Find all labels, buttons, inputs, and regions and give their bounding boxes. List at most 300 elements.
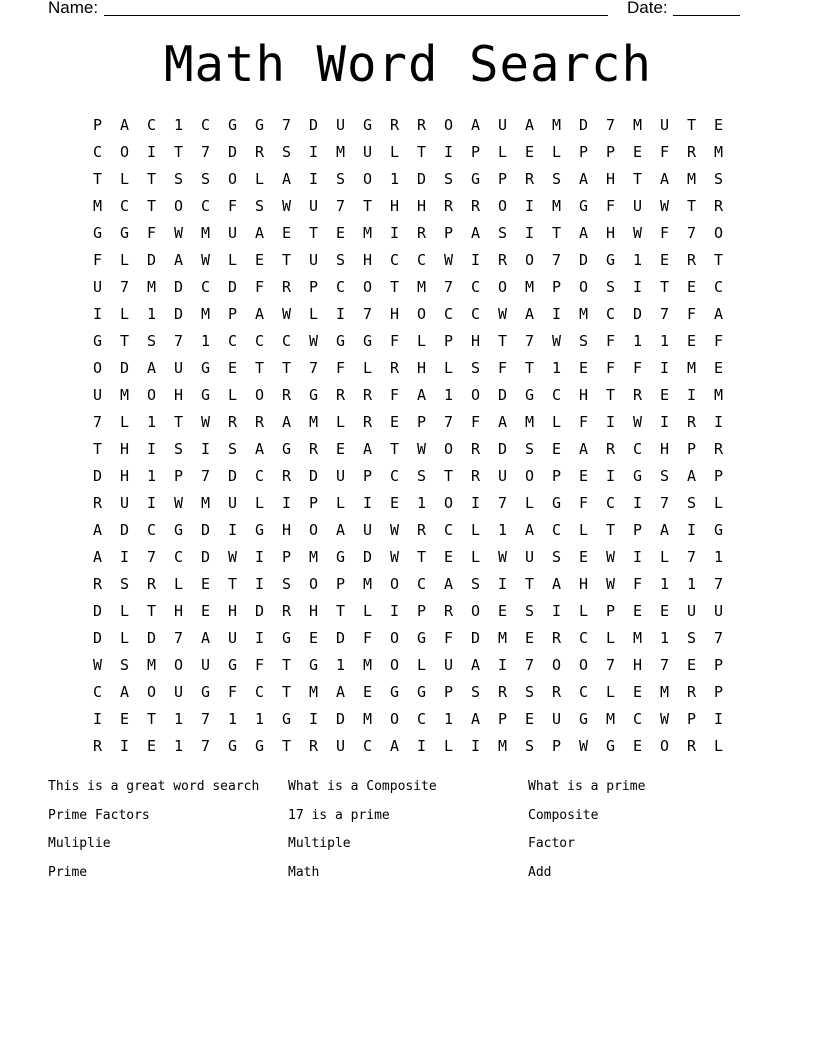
grid-cell[interactable]: T	[335, 602, 346, 620]
grid-cell[interactable]: E	[632, 602, 643, 620]
grid-cell[interactable]: I	[632, 548, 643, 566]
grid-cell[interactable]: S	[524, 737, 535, 755]
grid-cell[interactable]: G	[470, 170, 481, 188]
grid-cell[interactable]: D	[146, 251, 157, 269]
grid-cell[interactable]: 1	[416, 494, 427, 512]
grid-cell[interactable]: M	[713, 143, 724, 161]
grid-cell[interactable]: U	[335, 467, 346, 485]
grid-cell[interactable]: G	[578, 197, 589, 215]
grid-cell[interactable]: G	[335, 548, 346, 566]
grid-cell[interactable]: I	[686, 521, 697, 539]
grid-cell[interactable]: G	[713, 521, 724, 539]
grid-cell[interactable]: S	[551, 170, 562, 188]
grid-cell[interactable]: C	[362, 737, 373, 755]
grid-cell[interactable]: S	[200, 170, 211, 188]
grid-cell[interactable]: F	[578, 494, 589, 512]
grid-cell[interactable]: S	[686, 494, 697, 512]
grid-cell[interactable]: L	[416, 656, 427, 674]
grid-cell[interactable]: A	[524, 521, 535, 539]
grid-cell[interactable]: H	[362, 251, 373, 269]
grid-cell[interactable]: S	[524, 440, 535, 458]
grid-cell[interactable]: D	[308, 467, 319, 485]
grid-cell[interactable]: E	[632, 683, 643, 701]
grid-cell[interactable]: 7	[659, 494, 670, 512]
grid-cell[interactable]: G	[227, 116, 238, 134]
grid-cell[interactable]: G	[308, 386, 319, 404]
grid-cell[interactable]: 7	[173, 629, 184, 647]
grid-cell[interactable]: R	[497, 683, 508, 701]
grid-cell[interactable]: O	[308, 575, 319, 593]
grid-cell[interactable]: E	[281, 224, 292, 242]
grid-cell[interactable]: T	[632, 170, 643, 188]
grid-cell[interactable]: L	[659, 548, 670, 566]
grid-cell[interactable]: C	[254, 332, 265, 350]
grid-cell[interactable]: H	[119, 440, 130, 458]
grid-cell[interactable]: P	[551, 737, 562, 755]
grid-cell[interactable]: 7	[173, 332, 184, 350]
grid-cell[interactable]: R	[470, 440, 481, 458]
grid-cell[interactable]: 7	[551, 251, 562, 269]
grid-cell[interactable]: O	[308, 521, 319, 539]
grid-cell[interactable]: T	[416, 548, 427, 566]
grid-cell[interactable]: F	[254, 656, 265, 674]
grid-cell[interactable]: D	[92, 467, 103, 485]
grid-cell[interactable]: C	[632, 710, 643, 728]
grid-cell[interactable]: 7	[146, 548, 157, 566]
grid-cell[interactable]: I	[362, 494, 373, 512]
grid-cell[interactable]: O	[443, 116, 454, 134]
grid-cell[interactable]: S	[605, 278, 616, 296]
grid-cell[interactable]: 7	[713, 629, 724, 647]
grid-cell[interactable]: M	[632, 116, 643, 134]
grid-cell[interactable]: O	[497, 278, 508, 296]
grid-cell[interactable]: I	[470, 251, 481, 269]
grid-cell[interactable]: F	[92, 251, 103, 269]
grid-cell[interactable]: I	[659, 413, 670, 431]
grid-cell[interactable]: A	[92, 548, 103, 566]
grid-cell[interactable]: A	[119, 683, 130, 701]
grid-cell[interactable]: F	[605, 197, 616, 215]
grid-cell[interactable]: W	[200, 251, 211, 269]
grid-cell[interactable]: G	[605, 251, 616, 269]
grid-cell[interactable]: T	[362, 197, 373, 215]
grid-cell[interactable]: E	[632, 143, 643, 161]
grid-cell[interactable]: C	[146, 116, 157, 134]
grid-cell[interactable]: W	[659, 710, 670, 728]
grid-cell[interactable]: O	[713, 224, 724, 242]
grid-cell[interactable]: R	[416, 224, 427, 242]
grid-cell[interactable]: O	[362, 278, 373, 296]
grid-cell[interactable]: M	[362, 656, 373, 674]
grid-cell[interactable]: C	[389, 467, 400, 485]
grid-cell[interactable]: O	[659, 737, 670, 755]
grid-cell[interactable]: 7	[200, 737, 211, 755]
grid-cell[interactable]: S	[281, 575, 292, 593]
grid-cell[interactable]: L	[443, 737, 454, 755]
grid-cell[interactable]: A	[686, 467, 697, 485]
grid-cell[interactable]: O	[443, 494, 454, 512]
grid-cell[interactable]: I	[119, 548, 130, 566]
grid-cell[interactable]: U	[119, 494, 130, 512]
grid-cell[interactable]: O	[389, 656, 400, 674]
grid-cell[interactable]: H	[605, 170, 616, 188]
grid-cell[interactable]: H	[659, 440, 670, 458]
grid-cell[interactable]: D	[119, 359, 130, 377]
grid-cell[interactable]: R	[632, 386, 643, 404]
grid-cell[interactable]: F	[443, 629, 454, 647]
grid-cell[interactable]: T	[92, 440, 103, 458]
grid-cell[interactable]: I	[119, 737, 130, 755]
grid-cell[interactable]: I	[416, 737, 427, 755]
grid-cell[interactable]: H	[389, 197, 400, 215]
grid-cell[interactable]: R	[713, 197, 724, 215]
grid-cell[interactable]: E	[254, 251, 265, 269]
grid-cell[interactable]: 7	[335, 197, 346, 215]
grid-cell[interactable]: 1	[659, 575, 670, 593]
grid-cell[interactable]: U	[227, 629, 238, 647]
grid-cell[interactable]: E	[200, 602, 211, 620]
grid-cell[interactable]: E	[362, 683, 373, 701]
grid-cell[interactable]: F	[362, 629, 373, 647]
grid-cell[interactable]: T	[443, 467, 454, 485]
grid-cell[interactable]: L	[254, 494, 265, 512]
grid-cell[interactable]: W	[497, 548, 508, 566]
grid-cell[interactable]: T	[281, 656, 292, 674]
grid-cell[interactable]: F	[335, 359, 346, 377]
grid-cell[interactable]: T	[659, 278, 670, 296]
grid-cell[interactable]: P	[173, 467, 184, 485]
grid-cell[interactable]: G	[173, 521, 184, 539]
grid-cell[interactable]: D	[497, 440, 508, 458]
grid-cell[interactable]: F	[605, 332, 616, 350]
grid-cell[interactable]: A	[92, 521, 103, 539]
grid-cell[interactable]: I	[524, 224, 535, 242]
grid-cell[interactable]: P	[713, 656, 724, 674]
grid-cell[interactable]: P	[308, 494, 319, 512]
grid-cell[interactable]: G	[200, 359, 211, 377]
grid-cell[interactable]: 1	[497, 521, 508, 539]
grid-cell[interactable]: G	[119, 224, 130, 242]
grid-cell[interactable]: E	[227, 359, 238, 377]
grid-cell[interactable]: 7	[443, 278, 454, 296]
grid-cell[interactable]: U	[551, 710, 562, 728]
grid-cell[interactable]: G	[92, 332, 103, 350]
grid-cell[interactable]: W	[389, 521, 400, 539]
grid-cell[interactable]: T	[173, 413, 184, 431]
grid-cell[interactable]: T	[146, 170, 157, 188]
grid-cell[interactable]: D	[227, 467, 238, 485]
grid-cell[interactable]: I	[308, 170, 319, 188]
grid-cell[interactable]: L	[335, 413, 346, 431]
grid-cell[interactable]: S	[578, 332, 589, 350]
grid-cell[interactable]: M	[578, 305, 589, 323]
grid-cell[interactable]: D	[173, 305, 184, 323]
grid-cell[interactable]: M	[200, 494, 211, 512]
grid-cell[interactable]: C	[200, 197, 211, 215]
grid-cell[interactable]: P	[470, 143, 481, 161]
grid-cell[interactable]: T	[389, 440, 400, 458]
grid-cell[interactable]: M	[362, 575, 373, 593]
grid-cell[interactable]: S	[227, 440, 238, 458]
grid-cell[interactable]: I	[470, 737, 481, 755]
grid-cell[interactable]: L	[119, 251, 130, 269]
grid-cell[interactable]: O	[470, 602, 481, 620]
grid-cell[interactable]: M	[605, 710, 616, 728]
grid-cell[interactable]: T	[713, 251, 724, 269]
grid-cell[interactable]: M	[659, 683, 670, 701]
grid-cell[interactable]: D	[146, 629, 157, 647]
grid-cell[interactable]: 1	[686, 575, 697, 593]
grid-cell[interactable]: P	[578, 143, 589, 161]
grid-cell[interactable]: W	[173, 224, 184, 242]
grid-cell[interactable]: C	[470, 305, 481, 323]
grid-cell[interactable]: L	[362, 602, 373, 620]
grid-cell[interactable]: P	[443, 332, 454, 350]
grid-cell[interactable]: S	[551, 548, 562, 566]
grid-cell[interactable]: D	[92, 602, 103, 620]
grid-cell[interactable]: A	[524, 305, 535, 323]
grid-cell[interactable]: A	[659, 521, 670, 539]
grid-cell[interactable]: A	[416, 386, 427, 404]
grid-cell[interactable]: O	[578, 656, 589, 674]
grid-cell[interactable]: R	[335, 386, 346, 404]
grid-cell[interactable]: R	[686, 683, 697, 701]
grid-cell[interactable]: R	[281, 278, 292, 296]
grid-cell[interactable]: E	[389, 413, 400, 431]
grid-cell[interactable]: T	[146, 602, 157, 620]
grid-cell[interactable]: 1	[227, 710, 238, 728]
grid-cell[interactable]: A	[362, 440, 373, 458]
grid-cell[interactable]: G	[416, 683, 427, 701]
grid-cell[interactable]: C	[605, 305, 616, 323]
grid-cell[interactable]: I	[254, 575, 265, 593]
grid-cell[interactable]: R	[686, 413, 697, 431]
grid-cell[interactable]: C	[578, 629, 589, 647]
grid-cell[interactable]: C	[713, 278, 724, 296]
grid-cell[interactable]: U	[308, 251, 319, 269]
grid-cell[interactable]: R	[146, 575, 157, 593]
grid-cell[interactable]: P	[551, 467, 562, 485]
grid-cell[interactable]: S	[686, 629, 697, 647]
grid-cell[interactable]: E	[335, 224, 346, 242]
grid-cell[interactable]: E	[578, 467, 589, 485]
grid-cell[interactable]: W	[443, 251, 454, 269]
grid-cell[interactable]: W	[200, 413, 211, 431]
grid-cell[interactable]: A	[713, 305, 724, 323]
grid-cell[interactable]: C	[416, 575, 427, 593]
grid-cell[interactable]: S	[470, 359, 481, 377]
grid-cell[interactable]: D	[308, 116, 319, 134]
grid-cell[interactable]: W	[659, 197, 670, 215]
grid-cell[interactable]: A	[254, 440, 265, 458]
grid-cell[interactable]: H	[470, 332, 481, 350]
grid-cell[interactable]: 7	[443, 413, 454, 431]
grid-cell[interactable]: H	[308, 602, 319, 620]
grid-cell[interactable]: C	[200, 116, 211, 134]
grid-cell[interactable]: E	[659, 251, 670, 269]
grid-cell[interactable]: I	[146, 494, 157, 512]
grid-cell[interactable]: M	[497, 737, 508, 755]
grid-cell[interactable]: F	[146, 224, 157, 242]
grid-cell[interactable]: G	[551, 494, 562, 512]
grid-cell[interactable]: L	[551, 413, 562, 431]
grid-cell[interactable]: G	[281, 629, 292, 647]
grid-cell[interactable]: D	[119, 521, 130, 539]
grid-cell[interactable]: I	[605, 467, 616, 485]
grid-cell[interactable]: S	[173, 440, 184, 458]
grid-cell[interactable]: 1	[632, 332, 643, 350]
grid-cell[interactable]: T	[551, 224, 562, 242]
grid-cell[interactable]: F	[470, 413, 481, 431]
grid-cell[interactable]: E	[686, 278, 697, 296]
grid-cell[interactable]: T	[227, 575, 238, 593]
grid-cell[interactable]: I	[200, 440, 211, 458]
grid-cell[interactable]: W	[92, 656, 103, 674]
grid-cell[interactable]: C	[389, 251, 400, 269]
grid-cell[interactable]: E	[686, 332, 697, 350]
grid-cell[interactable]: T	[524, 359, 535, 377]
grid-cell[interactable]: O	[146, 683, 157, 701]
grid-cell[interactable]: M	[200, 224, 211, 242]
grid-cell[interactable]: E	[200, 575, 211, 593]
grid-cell[interactable]: R	[389, 359, 400, 377]
grid-cell[interactable]: G	[605, 737, 616, 755]
grid-cell[interactable]: P	[497, 710, 508, 728]
grid-cell[interactable]: 7	[713, 575, 724, 593]
grid-cell[interactable]: A	[200, 629, 211, 647]
grid-cell[interactable]: O	[227, 170, 238, 188]
grid-cell[interactable]: L	[578, 521, 589, 539]
grid-cell[interactable]: P	[605, 143, 616, 161]
grid-cell[interactable]: R	[443, 197, 454, 215]
grid-cell[interactable]: 1	[173, 737, 184, 755]
grid-cell[interactable]: S	[335, 170, 346, 188]
grid-cell[interactable]: 1	[659, 629, 670, 647]
grid-cell[interactable]: H	[173, 602, 184, 620]
grid-cell[interactable]: H	[389, 305, 400, 323]
grid-cell[interactable]: M	[497, 629, 508, 647]
grid-cell[interactable]: S	[713, 170, 724, 188]
grid-cell[interactable]: M	[686, 359, 697, 377]
date-blank-line[interactable]	[673, 15, 740, 16]
grid-cell[interactable]: H	[227, 602, 238, 620]
grid-cell[interactable]: T	[686, 116, 697, 134]
grid-cell[interactable]: O	[389, 629, 400, 647]
grid-cell[interactable]: O	[524, 467, 535, 485]
grid-cell[interactable]: 7	[686, 224, 697, 242]
grid-cell[interactable]: C	[416, 251, 427, 269]
grid-cell[interactable]: G	[524, 386, 535, 404]
grid-cell[interactable]: A	[497, 413, 508, 431]
grid-cell[interactable]: L	[470, 548, 481, 566]
grid-cell[interactable]: C	[551, 521, 562, 539]
grid-cell[interactable]: U	[335, 116, 346, 134]
grid-cell[interactable]: 1	[200, 332, 211, 350]
grid-cell[interactable]: 1	[632, 251, 643, 269]
grid-cell[interactable]: U	[92, 386, 103, 404]
grid-cell[interactable]: H	[632, 656, 643, 674]
grid-cell[interactable]: I	[92, 305, 103, 323]
grid-cell[interactable]: G	[200, 683, 211, 701]
grid-cell[interactable]: D	[362, 548, 373, 566]
grid-cell[interactable]: A	[173, 251, 184, 269]
grid-cell[interactable]: I	[254, 548, 265, 566]
grid-cell[interactable]: T	[605, 521, 616, 539]
grid-cell[interactable]: O	[146, 386, 157, 404]
grid-cell[interactable]: A	[119, 116, 130, 134]
grid-cell[interactable]: L	[173, 575, 184, 593]
grid-cell[interactable]: 7	[659, 656, 670, 674]
grid-cell[interactable]: C	[281, 332, 292, 350]
grid-cell[interactable]: G	[92, 224, 103, 242]
grid-cell[interactable]: L	[119, 170, 130, 188]
grid-cell[interactable]: 7	[200, 710, 211, 728]
grid-cell[interactable]: M	[308, 548, 319, 566]
grid-cell[interactable]: G	[416, 629, 427, 647]
grid-cell[interactable]: W	[389, 548, 400, 566]
grid-cell[interactable]: A	[443, 575, 454, 593]
grid-cell[interactable]: C	[92, 143, 103, 161]
grid-cell[interactable]: R	[443, 602, 454, 620]
grid-cell[interactable]: R	[524, 170, 535, 188]
grid-cell[interactable]: G	[254, 737, 265, 755]
grid-cell[interactable]: G	[362, 332, 373, 350]
grid-cell[interactable]: U	[308, 197, 319, 215]
grid-cell[interactable]: 7	[524, 332, 535, 350]
grid-cell[interactable]: A	[470, 116, 481, 134]
grid-cell[interactable]: H	[605, 224, 616, 242]
grid-cell[interactable]: R	[92, 575, 103, 593]
grid-cell[interactable]: G	[578, 710, 589, 728]
grid-cell[interactable]: U	[335, 737, 346, 755]
grid-cell[interactable]: R	[281, 467, 292, 485]
grid-cell[interactable]: F	[497, 359, 508, 377]
grid-cell[interactable]: E	[659, 386, 670, 404]
grid-cell[interactable]: L	[119, 413, 130, 431]
grid-cell[interactable]: C	[92, 683, 103, 701]
grid-cell[interactable]: R	[686, 737, 697, 755]
grid-cell[interactable]: E	[632, 737, 643, 755]
grid-cell[interactable]: O	[173, 197, 184, 215]
grid-cell[interactable]: F	[227, 683, 238, 701]
grid-cell[interactable]: R	[551, 683, 562, 701]
grid-cell[interactable]: R	[227, 413, 238, 431]
grid-cell[interactable]: O	[173, 656, 184, 674]
grid-cell[interactable]: D	[92, 629, 103, 647]
grid-cell[interactable]: 7	[686, 548, 697, 566]
grid-cell[interactable]: R	[686, 143, 697, 161]
grid-cell[interactable]: F	[659, 143, 670, 161]
grid-cell[interactable]: U	[200, 656, 211, 674]
grid-cell[interactable]: P	[443, 224, 454, 242]
grid-cell[interactable]: A	[470, 224, 481, 242]
grid-cell[interactable]: G	[389, 683, 400, 701]
grid-cell[interactable]: C	[335, 278, 346, 296]
grid-cell[interactable]: T	[524, 575, 535, 593]
grid-cell[interactable]: L	[578, 602, 589, 620]
grid-cell[interactable]: W	[605, 548, 616, 566]
grid-cell[interactable]: S	[119, 656, 130, 674]
grid-cell[interactable]: H	[578, 575, 589, 593]
grid-cell[interactable]: G	[254, 116, 265, 134]
grid-cell[interactable]: P	[686, 710, 697, 728]
grid-cell[interactable]: G	[227, 656, 238, 674]
grid-cell[interactable]: M	[686, 170, 697, 188]
grid-cell[interactable]: S	[470, 575, 481, 593]
grid-cell[interactable]: A	[659, 170, 670, 188]
grid-cell[interactable]: R	[362, 386, 373, 404]
grid-cell[interactable]: G	[308, 656, 319, 674]
